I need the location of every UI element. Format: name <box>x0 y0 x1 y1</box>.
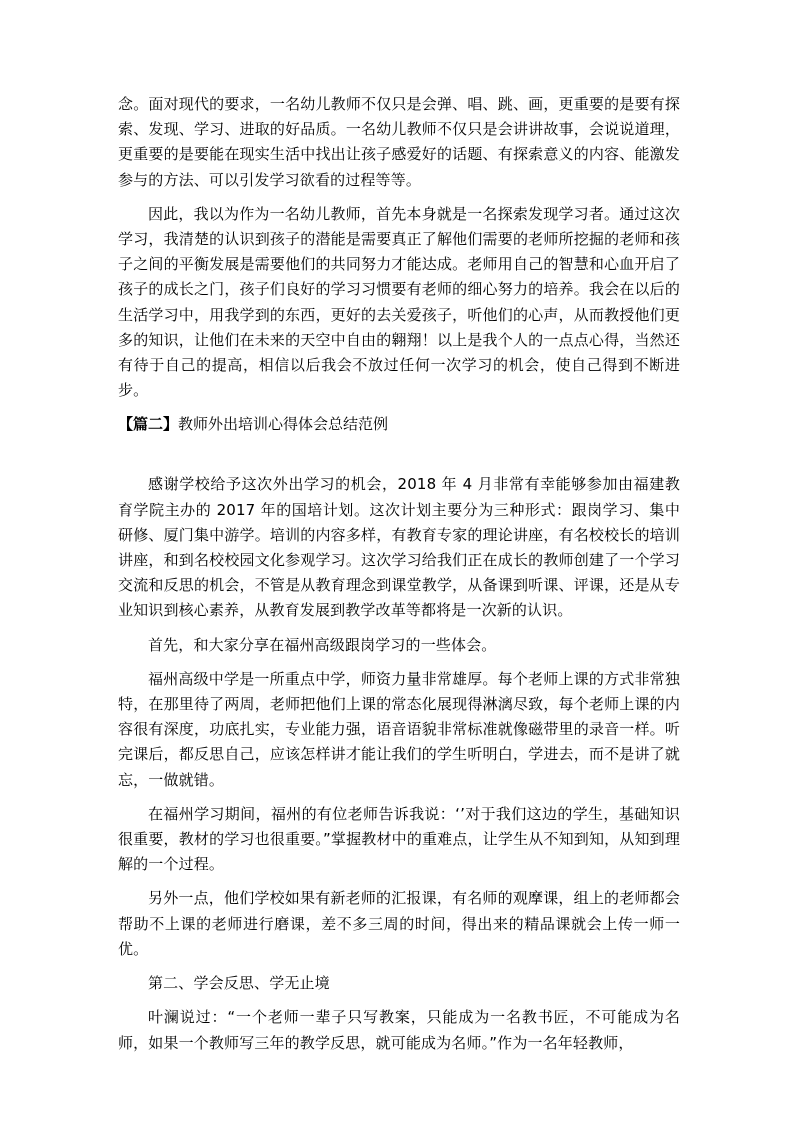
paragraph-conclusion: 因此，我以为作为一名幼儿教师，首先本身就是一名探索发现学习者。通过这次学习，我清楚的认识到孩子的潜能是需要真正了解他们需要的老师所挖掘的老师和孩子之间的平衡发展是需要他们的共同努力才能达成。老师用自己的智慧和心血开启了孩子的成长之门，孩子们良好的学习习惯要有老师的细心努力的培养。我会在以后的生活学习中，用我学到的东西，更好的去关爱孩子，听他们的心声，从而教授他们更多的知识，让他们在未来的天空中自由的翱翔！以上是我个人的一点点心得，当然还有待于自己的提高，相信以后我会不放过任何一次学习的机会，使自己得到不断进步。 <box>118 204 680 400</box>
paragraph-fuzhou-teacher: 在福州学习期间，福州的有位老师告诉我说：‘’对于我们这边的学生，基础知识很重要，教材的学习也很重要。”掌握教材中的重难点，让学生从不知到知，从知到理解的一个过程。 <box>118 804 680 874</box>
paragraph-intro: 感谢学校给予这次外出学习的机会，2018 年 4 月非常有幸能够参加由福建教育学院主办的 2017 年的国培计划。这次计划主要分为三种形式：跟岗学习、集中研修、厦门集中游学。培训的内容多样，有教育专家的理论讲座，有名校校长的培训讲座，和到名校校园文化参观学习。这次学习给我们正在成长的教师创建了一个学习交流和反思的机会，不管是从教育理念到课堂教学，从备课到听课、评课，还是从专业知识到核心素养，从教育发展到教学改革等都将是一次新的认识。 <box>118 475 680 620</box>
section-title: 教师外出培训心得体会总结范例 <box>178 415 389 434</box>
section-heading <box>118 412 680 437</box>
paragraph-fuzhou-school: 福州高级中学是一所重点中学，师资力量非常雄厚。每个老师上课的方式非常独特，在那里待了两周，老师把他们上课的常态化展现得淋漓尽致，每个老师上课的内容很有深度，功底扎实，专业能力强，语音语貌非常标准就像磁带里的录音一样。听完课后，都反思自己，应该怎样讲才能让我们的学生听明白，学进去，而不是讲了就忘，一做就错。 <box>118 669 680 789</box>
section-tag: 【篇二】 <box>118 415 179 434</box>
paragraph-continuation: 念。面对现代的要求，一名幼儿教师不仅只是会弹、唱、跳、画，更重要的是要有探索、发现、学习、进取的好品质。一名幼儿教师不仅只是会讲讲故事，会说说道理，更重要的是要能在现实生活中找出让孩子感爱好的话题、有探索意义的内容、能激发参与的方法、可以引发学习欲看的过程等等。 <box>118 95 680 189</box>
paragraph-ye-lan-quote: 叶澜说过：“一个老师一辈子只写教案，只能成为一名教书匠，不可能成为名师，如果一个教师写三年的教学反思，就可能成为名师。”作为一名年轻教师， <box>118 1008 680 1052</box>
blank-line <box>118 437 680 472</box>
document-page <box>118 92 680 1056</box>
paragraph-other-point: 另外一点，他们学校如果有新老师的汇报课，有名师的观摩课，组上的老师都会帮助不上课的老师进行磨课，差不多三周的时间，得出来的精品课就会上传一师一优。 <box>118 889 680 958</box>
paragraph-first-point: 首先，和大家分享在福州高级跟岗学习的一些体会。 <box>148 635 497 654</box>
paragraph-second-heading: 第二、学会反思、学无止境 <box>148 974 330 993</box>
